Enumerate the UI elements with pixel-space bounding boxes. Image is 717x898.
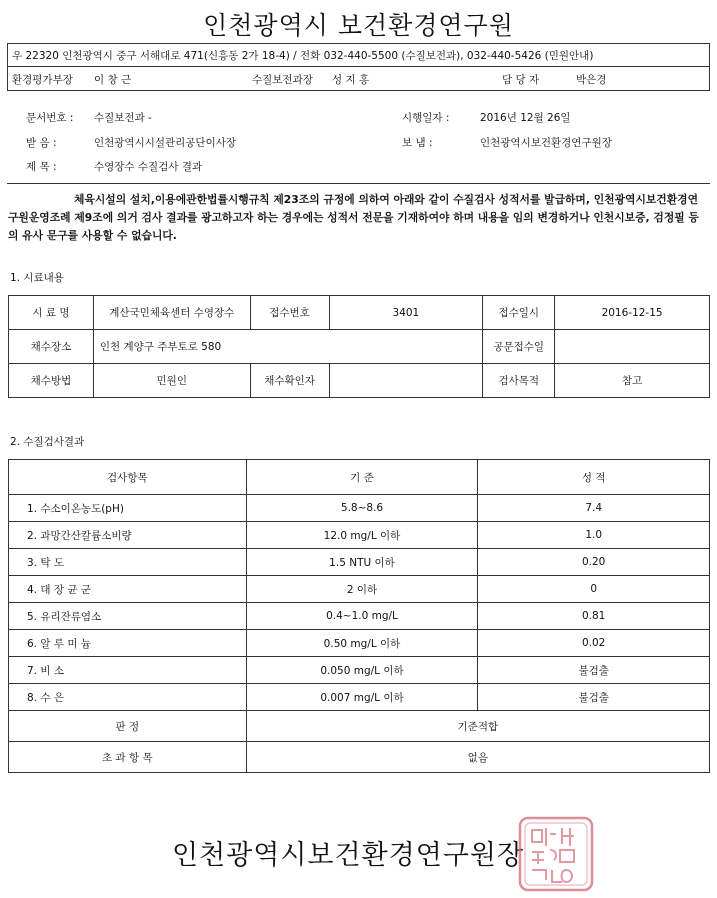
- subject: 수영장수 수질검사 결과: [94, 161, 203, 173]
- purpose: 참고: [555, 364, 710, 398]
- sample-section-title: 1. 시료내용: [10, 272, 64, 284]
- issuer-signature: 인천광역시보건환경연구원장: [172, 840, 525, 871]
- staff-name: 박은경: [576, 74, 607, 86]
- result-standard: 2 이하: [246, 576, 478, 603]
- sample-place: 인천 계양구 주부토로 580: [93, 330, 482, 364]
- results-section-title: 2. 수질검사결과: [10, 436, 85, 448]
- result-standard: 5.8~8.6: [246, 495, 478, 522]
- result-standard: 12.0 mg/L 이하: [246, 522, 478, 549]
- result-standard: 0.007 mg/L 이하: [246, 684, 478, 711]
- contact-box: [7, 43, 710, 91]
- result-value: 7.4: [478, 495, 710, 522]
- place-label: 채수장소: [9, 330, 94, 364]
- method-label: 채수방법: [9, 364, 94, 398]
- address-line: 우 22320 인천광역시 중구 서해대로 471(신흥동 2가 18-4) / 전화 032-440-5500 (수질보전과), 032-440-5426 (민원안내): [12, 50, 594, 62]
- exceed-label: 초 과 항 목: [9, 742, 247, 773]
- staff-label: 담 당 자: [502, 74, 540, 86]
- result-value: 0: [478, 576, 710, 603]
- judgment-label: 판 정: [9, 711, 247, 742]
- judgment: 기준적합: [246, 711, 709, 742]
- header-standard: 기 준: [246, 460, 478, 495]
- recv-no: 3401: [329, 296, 483, 330]
- official-date: [555, 330, 710, 364]
- result-standard: 1.5 NTU 이하: [246, 549, 478, 576]
- recipient: 인천광역시시설관리공단이사장: [94, 137, 237, 149]
- result-item: 7. 비 소: [9, 657, 247, 684]
- confirmer: [329, 364, 483, 398]
- director-label: 환경평가부장: [12, 74, 73, 86]
- sample-name: 계산국민체육센터 수영장수: [93, 296, 250, 330]
- sender-label: 보 냄 :: [402, 137, 433, 149]
- recv-no-label: 접수번호: [250, 296, 329, 330]
- sample-method: 민원인: [93, 364, 250, 398]
- results-table: [8, 459, 710, 773]
- result-item: 3. 탁 도: [9, 549, 247, 576]
- result-value: 불검출: [478, 657, 710, 684]
- result-standard: 0.50 mg/L 이하: [246, 630, 478, 657]
- date-label: 시행일자 :: [402, 112, 450, 124]
- doc-no: 수질보전과 -: [94, 112, 152, 124]
- director-name: 이 창 근: [94, 74, 132, 86]
- doc-no-label: 문서번호 :: [26, 112, 74, 124]
- result-item: 1. 수소이온농도(pH): [9, 495, 247, 522]
- result-item: 6. 알 루 미 늄: [9, 630, 247, 657]
- result-value: 0.20: [478, 549, 710, 576]
- header-item: 검사항목: [9, 460, 247, 495]
- issue-date: 2016년 12월 26일: [480, 112, 571, 124]
- result-value: 불검출: [478, 684, 710, 711]
- result-value: 1.0: [478, 522, 710, 549]
- recv-date-label: 접수일시: [483, 296, 555, 330]
- section-chief-label: 수질보전과장: [252, 74, 313, 86]
- sample-table: [8, 295, 710, 398]
- recipient-label: 받 음 :: [26, 137, 57, 149]
- official-seal-icon: [516, 814, 596, 894]
- official-date-label: 공문접수일: [483, 330, 555, 364]
- result-item: 8. 수 은: [9, 684, 247, 711]
- result-value: 0.02: [478, 630, 710, 657]
- result-item: 2. 과망간산칼륨소비량: [9, 522, 247, 549]
- purpose-label: 검사목적: [483, 364, 555, 398]
- result-value: 0.81: [478, 603, 710, 630]
- result-standard: 0.4~1.0 mg/L: [246, 603, 478, 630]
- confirmer-label: 채수확인자: [250, 364, 329, 398]
- divider: [7, 183, 710, 184]
- result-item: 4. 대 장 균 군: [9, 576, 247, 603]
- subject-label: 제 목 :: [26, 161, 57, 173]
- sender: 인천광역시보건환경연구원장: [480, 137, 612, 149]
- sample-name-label: 시 료 명: [9, 296, 94, 330]
- recv-date: 2016-12-15: [555, 296, 710, 330]
- document-title: 인천광역시 보건환경연구원: [203, 11, 514, 40]
- header-result: 성 적: [478, 460, 710, 495]
- notice-paragraph: 체육시설의 설치,이용에관한법률시행규칙 제23조의 규정에 의하여 아래와 같이 수질검사 성적서를 발급하며, 인천광역시보건환경연구원운영조례 제9조에 의거 검사 결과를 광고하고자 하는 경우에는 성적서 전문을 기재하여야 하며 내용을 임의 변경하거나 인천시보증, 검정필 등의 유사 문구를 사용할 수 없습니다.: [8, 193, 699, 242]
- exceed-items: 없음: [246, 742, 709, 773]
- section-chief-name: 성 지 홍: [332, 74, 370, 86]
- result-item: 5. 유리잔류염소: [9, 603, 247, 630]
- result-standard: 0.050 mg/L 이하: [246, 657, 478, 684]
